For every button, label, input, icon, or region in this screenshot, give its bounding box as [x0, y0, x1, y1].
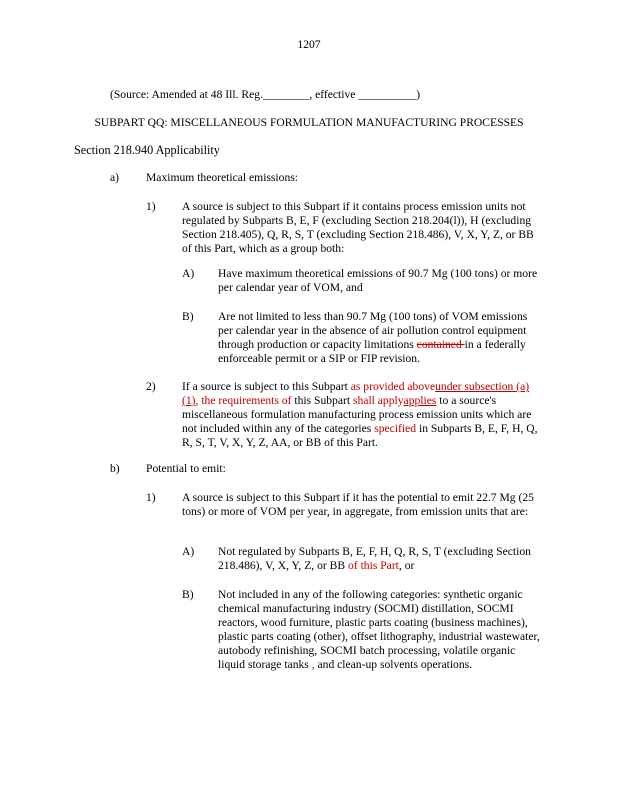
b1A-text-main: Not regulated by Subparts B, E, F, H, Q, R, S, T (excluding Section 218.486), V, X, Y, Z, or BB: [218, 545, 531, 572]
b1A-tail: , or: [398, 559, 415, 572]
a2-label: 2): [146, 380, 156, 393]
a2-inserted-1: under subsection (a)(1): [182, 380, 530, 407]
b1A-text: [218, 545, 538, 573]
page-number: 1207: [297, 38, 321, 51]
subpart-title: SUBPART QQ: MISCELLANEOUS FORMULATION MANUFACTURING PROCESSES: [94, 116, 524, 129]
b1B-tail: and clean-up solvents operations.: [317, 658, 473, 671]
a2-text: [182, 380, 544, 450]
a1B-text-after: in a federally enforceable permit or a SIP or FIP revision.: [218, 338, 526, 365]
subsection-b-label: b): [110, 462, 120, 475]
a1B-text: [218, 310, 543, 366]
b1B-label: B): [182, 588, 194, 601]
subsection-a-heading: Maximum theoretical emissions:: [146, 171, 298, 184]
a2-amended-1: as provided above: [350, 380, 436, 393]
a2-t4: in Subparts B, E, F, H, Q, R, S, T, V, X, Y, Z, AA, or BB of this Part.: [182, 422, 538, 449]
a2-inserted-2: applies: [403, 394, 437, 407]
a2-t3: to a source's miscellaneous formulation manufacturing process emission units which are not included within any of the categories: [182, 394, 532, 435]
a1B-label: B): [182, 310, 194, 323]
a1A-text: Have maximum theoretical emissions of 90.7 Mg (100 tons) or more per calendar year of VOM, and: [218, 267, 538, 294]
a2-t2: this Subpart: [291, 394, 353, 407]
a2-amended-2: , the requirements of: [195, 394, 292, 407]
b1-text: A source is subject to this Subpart if it has the potential to emit 22.7 Mg (25 tons) or more of VOM per year, in aggregate, from emission units that are:: [182, 491, 534, 518]
b1-label: 1): [146, 491, 156, 504]
a2-t1: If a source is subject to this Subpart: [182, 380, 351, 393]
b1B-text: [218, 588, 543, 672]
section-heading: Section 218.940 Applicability: [74, 143, 220, 157]
a2-amended-4: specified: [374, 422, 417, 435]
b1A-amended: of this Part: [345, 559, 399, 572]
subsection-a-label: a): [110, 171, 120, 184]
a1A-label: A): [182, 267, 195, 280]
source-note: (Source: Amended at 48 Ill. Reg.________, effective __________): [110, 88, 421, 101]
subsection-b-heading: Potential to emit:: [146, 462, 226, 475]
b1A-label: A): [182, 545, 195, 558]
a2-amended-3: shall apply: [352, 394, 404, 407]
a1B-deleted-text: contained: [416, 338, 465, 351]
b1B-mark: ,: [308, 658, 318, 671]
b1B-text-main: Not included in any of the following categories: synthetic organic chemical manufacturing industry (SOCMI) distillation, SOCMI reactors, wood furniture, plastic parts coating (business machines), plastic parts coating (other), offset lithography, industrial wastewater, autobody refinishing, SOCMI batch processing, volatile organic liquid storage tanks: [218, 588, 540, 671]
a1-text: A source is subject to this Subpart if it contains process emission units not regulated by Subparts B, E, F (excluding Section 218.204(l)), H (excluding Section 218.405), Q, R, S, T (excluding Section 218.486), V, X, Y, Z, or BB of this Part, which as a group both:: [182, 200, 534, 255]
a1B-text-before: Are not limited to less than 90.7 Mg (100 tons) of VOM emissions per calendar year in the absence of air pollution control equipment through production or capacity limitations: [218, 310, 528, 351]
a1-label: 1): [146, 200, 156, 213]
